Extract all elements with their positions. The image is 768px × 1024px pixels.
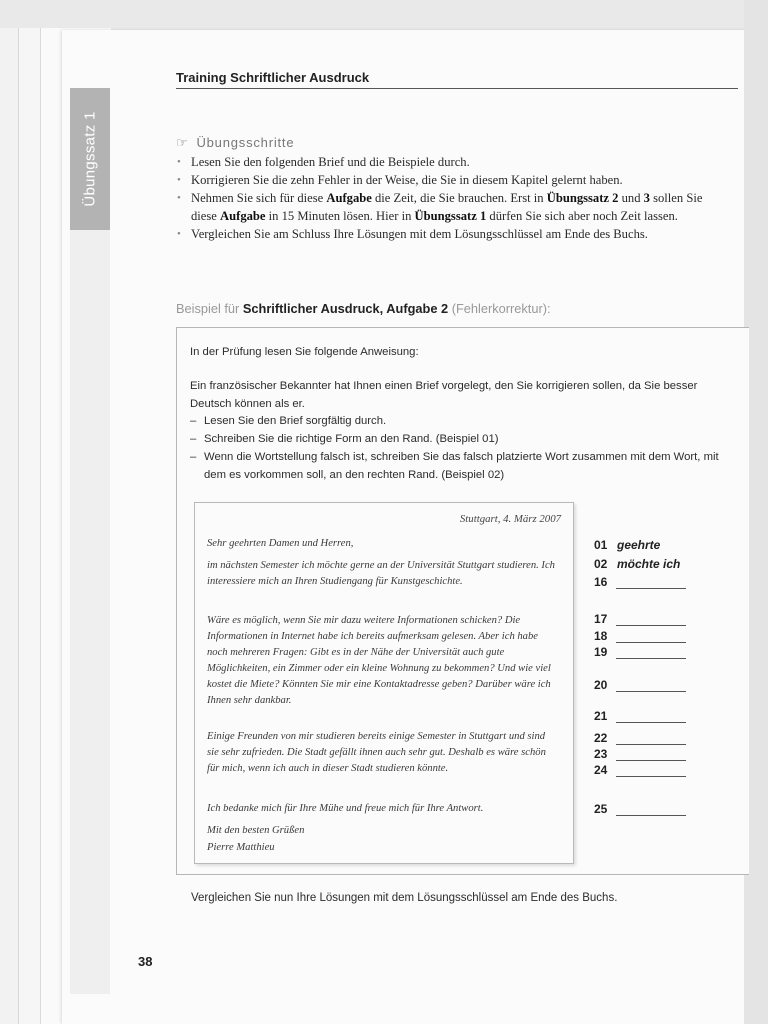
step-emphasis: 3 (643, 191, 650, 205)
letter-date: Stuttgart, 4. März 2007 (459, 513, 561, 525)
answer-row (594, 709, 686, 725)
step-text: Korrigieren Sie die zehn Fehler in der Weise, die Sie in diesem Kapitel gelernt haben. (191, 173, 623, 187)
letter-paragraph-1: im nächsten Semester ich möchte gerne an der Universität Stuttgart studieren. Ich interessiere mich an Ihren Studiengang für Kunstgeschichte. (207, 560, 555, 587)
answer-row (594, 747, 686, 763)
answer-number: 25 (594, 802, 608, 816)
answer-row (594, 575, 686, 591)
answer-row (594, 538, 660, 554)
instruction-item: – Schreiben Sie die richtige Form an den Rand. (Beispiel 01) (190, 430, 738, 448)
answer-blank-line (616, 766, 686, 777)
step-text: sollen Sie diese (191, 191, 703, 223)
step-text: die Zeit, die Sie brauchen. Erst in (371, 191, 547, 205)
answer-column (594, 0, 744, 1024)
answer-blank-line (616, 648, 686, 659)
answer-value: geehrte (617, 538, 661, 552)
answer-blank-line (616, 750, 686, 761)
answer-row (594, 678, 686, 694)
step-emphasis: Aufgabe (326, 191, 372, 205)
letter-paragraph-3: Einige Freunden von mir studieren bereits einige Semester in Stuttgart und sind sie sehr zufrieden. Die Stadt gefällt ihnen auch sehr gut. Deshalb es wäre schön für mich, wenn ich auch in dieser Stadt studieren könnte. (207, 731, 546, 774)
letter-signature: Pierre Matthieu (207, 842, 275, 853)
section-tab (70, 88, 110, 230)
answer-row (594, 645, 686, 661)
letter-closing: Mit den besten Grüßen (207, 825, 305, 836)
page-header: Training Schriftlicher Ausdruck (176, 70, 370, 85)
answer-value: möchte ich (617, 557, 681, 571)
answer-number: 22 (594, 731, 608, 745)
example-heading-suffix: (Fehlerkorrektur): (448, 301, 551, 316)
answer-number: 23 (594, 747, 608, 761)
answer-number: 02 (594, 557, 608, 571)
section-tab-label: Übungssatz 1 (81, 111, 99, 207)
letter-paragraph-4: Ich bedanke mich für Ihre Mühe und freue mich für Ihre Antwort. (207, 803, 484, 814)
answer-blank-line (616, 681, 686, 692)
step-text: Nehmen Sie sich für diese (191, 191, 327, 205)
answer-row (594, 629, 686, 645)
step-text: dürfen Sie sich aber noch Zeit lassen. (486, 209, 678, 223)
answer-number: 16 (594, 575, 608, 589)
instruction-task: Ein französischer Bekannter hat Ihnen einen Brief vorgelegt, den Sie korrigieren sollen, da Sie besser Deutsch können als er. (190, 380, 698, 410)
answer-row (594, 612, 686, 628)
answer-blank-line (616, 615, 686, 626)
step-text: und (618, 191, 644, 205)
answer-blank-line (616, 734, 686, 745)
section-tab-strip (70, 230, 110, 994)
answer-blank-line (616, 578, 686, 589)
answer-number: 17 (594, 612, 608, 626)
letter-salutation: Sehr geehrten Damen und Herren, (207, 538, 354, 549)
steps-heading (176, 135, 294, 151)
example-heading-prefix: Beispiel für (176, 301, 243, 316)
answer-blank-line (616, 712, 686, 723)
step-emphasis: Übungssatz 2 (546, 191, 619, 205)
answer-number: 19 (594, 645, 608, 659)
footer-instruction: Vergleichen Sie nun Ihre Lösungen mit dem Lösungsschlüssel am Ende des Buchs. (191, 892, 618, 904)
step-emphasis: Übungssatz 1 (414, 209, 487, 223)
example-heading-bold: Schriftlicher Ausdruck, Aufgabe 2 (242, 301, 449, 316)
instruction-intro: In der Prüfung lesen Sie folgende Anweisung: (190, 346, 419, 358)
steps-heading-text: Übungsschritte (196, 135, 295, 150)
letter-card (194, 502, 574, 864)
answer-number: 24 (594, 763, 608, 777)
step-text: Vergleichen Sie am Schluss Ihre Lösungen mit dem Lösungsschlüssel am Ende des Buchs. (191, 227, 648, 241)
answer-blank-line (616, 805, 686, 816)
answer-number: 21 (594, 709, 608, 723)
answer-row (594, 763, 686, 779)
step-emphasis: Aufgabe (220, 209, 266, 223)
answer-number: 18 (594, 629, 608, 643)
step-text: Lesen Sie den folgenden Brief und die Beispiele durch. (191, 155, 470, 169)
answer-row (594, 731, 686, 747)
answer-row (594, 802, 686, 818)
instruction-item: – Wenn die Wortstellung falsch ist, schreiben Sie das falsch platzierte Wort zusammen mit dem Wort, mit dem es vorkommen soll, an den rechten Rand. (Beispiel 02) (190, 448, 738, 484)
pointing-hand-icon: ☞ (176, 135, 189, 150)
step-text: in 15 Minuten lösen. Hier in (265, 209, 415, 223)
answer-blank-line (616, 632, 686, 643)
example-heading (176, 301, 551, 316)
answer-number: 20 (594, 678, 608, 692)
letter-paragraph-2: Wäre es möglich, wenn Sie mir dazu weitere Informationen schicken? Die Informationen in Internet habe ich bereits aufmerksam gelesen. Aber ich habe noch mehreren Fragen: Gibt es in der Nähe der Universität auch gute Möglichkeiten, ein Zimmer oder ein kleine Wohnung zu bekommen? Und wie viel kostet die Miete? Könnten Sie mir eine Kontaktadresse geben? Darüber wäre ich Ihnen sehr dankbar. (207, 615, 551, 706)
answer-number: 01 (594, 538, 608, 552)
instruction-item: – Lesen Sie den Brief sorgfältig durch. (190, 412, 738, 430)
answer-row (594, 557, 680, 573)
page-number: 38 (138, 954, 153, 969)
